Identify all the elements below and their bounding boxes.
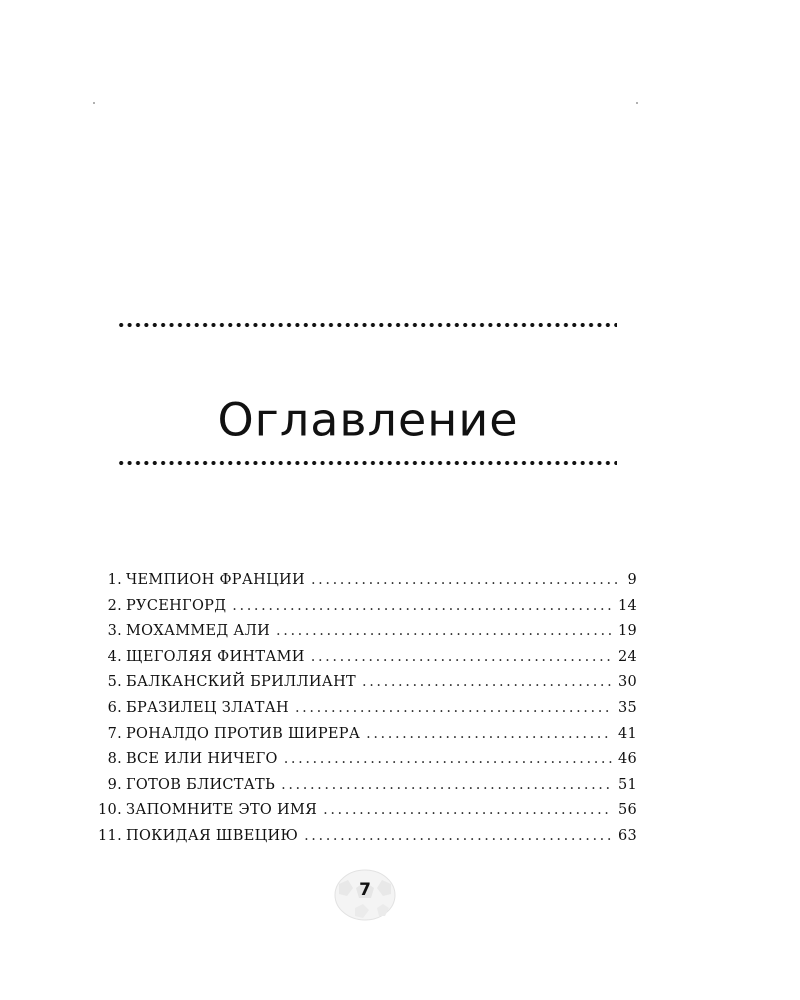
toc-entry-number: 6.	[107, 699, 122, 716]
toc-leader-dots	[295, 700, 612, 716]
toc-entry[interactable]	[92, 751, 637, 777]
toc-leader-dots	[311, 572, 619, 588]
toc-entry-number: 11.	[98, 827, 122, 844]
crop-mark-left	[93, 102, 95, 104]
toc-entry-page: 63	[617, 827, 637, 844]
toc-entry-page: 35	[617, 699, 637, 716]
toc-entry-page: 51	[617, 776, 637, 793]
toc-leader-dots	[304, 828, 612, 844]
toc-leader-dots	[366, 726, 612, 742]
toc-entry-number: 7.	[107, 725, 122, 742]
toc-entry-page: 46	[617, 751, 637, 768]
toc-entry-number: 3.	[107, 623, 122, 640]
toc-entry[interactable]	[92, 623, 637, 649]
toc-entry-page: 19	[617, 623, 637, 640]
toc-entry-title: ЧЕМПИОН ФРАНЦИИ	[126, 572, 305, 588]
toc-entry-number: 10.	[98, 802, 122, 819]
page-number-container	[333, 868, 397, 922]
toc-entry-page: 14	[617, 597, 637, 614]
toc-entry-title: ЩЕГОЛЯЯ ФИНТАМИ	[126, 648, 305, 665]
toc-leader-dots	[281, 777, 612, 793]
toc-entry[interactable]	[92, 700, 637, 726]
toc-leader-dots	[276, 623, 612, 639]
toc-entry-number: 2.	[107, 597, 122, 614]
toc-entry[interactable]	[92, 828, 637, 854]
toc-entry-title: ПОКИДАЯ ШВЕЦИЮ	[126, 827, 299, 844]
dotted-rule-top	[117, 321, 617, 329]
toc-entry[interactable]	[92, 572, 637, 598]
toc-entry-title: РУСЕНГОРД	[126, 597, 227, 614]
toc-entry-page: 56	[617, 802, 637, 819]
dotted-rule-bottom	[117, 459, 617, 467]
toc-entry[interactable]	[92, 777, 637, 803]
toc-entry-title: БРАЗИЛЕЦ ЗЛАТАН	[126, 699, 289, 716]
toc-entry-title: ГОТОВ БЛИСТАТЬ	[126, 776, 276, 793]
toc-leader-dots	[284, 751, 612, 767]
crop-mark-right	[636, 102, 638, 104]
toc-entry[interactable]	[92, 726, 637, 752]
toc-entry-title: МОХАММЕД АЛИ	[126, 623, 271, 640]
toc-entry[interactable]	[92, 649, 637, 675]
page-title: Оглавление	[217, 393, 519, 447]
page-number: 7	[359, 880, 371, 900]
toc-entry-page: 9	[627, 572, 637, 588]
toc-entry-number: 5.	[107, 674, 122, 691]
toc-entry[interactable]	[92, 802, 637, 828]
toc-entry-number: 4.	[107, 648, 122, 665]
toc-entry-title: РОНАЛДО ПРОТИВ ШИРЕРА	[126, 725, 361, 742]
toc-leader-dots	[232, 598, 612, 614]
toc-leader-dots	[323, 802, 612, 818]
toc-entry-page: 24	[617, 648, 637, 665]
table-of-contents	[92, 572, 637, 854]
toc-entry-page: 41	[617, 725, 637, 742]
toc-leader-dots	[362, 674, 612, 690]
toc-entry[interactable]	[92, 598, 637, 624]
toc-entry[interactable]	[92, 674, 637, 700]
toc-entry-number: 9.	[107, 776, 122, 793]
toc-entry-title: ЗАПОМНИТЕ ЭТО ИМЯ	[126, 802, 318, 819]
toc-entry-number: 8.	[107, 751, 122, 768]
toc-entry-number: 1.	[107, 572, 122, 588]
toc-entry-page: 30	[617, 674, 637, 691]
toc-leader-dots	[311, 649, 612, 665]
toc-entry-title: ВСЕ ИЛИ НИЧЕГО	[126, 751, 278, 768]
toc-entry-title: БАЛКАНСКИЙ БРИЛЛИАНТ	[126, 674, 356, 691]
